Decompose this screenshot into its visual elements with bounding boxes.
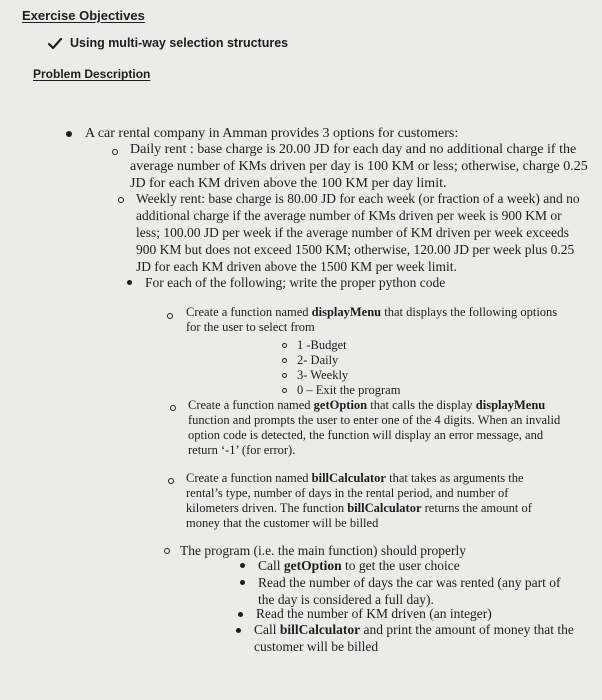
bullet-dot-icon [240,580,245,585]
bill-calc-line-4: money that the customer will be billed [186,516,379,530]
problem-title: Problem Description [33,67,151,81]
daily-line-1: Daily rent : base charge is 20.00 JD for each day and no additional charge if the [130,142,577,157]
circle-bullet-icon [282,388,287,393]
objectives-title: Exercise Objectives [22,8,145,23]
main-step-2-line-2: the day is considered a full day). [258,592,434,607]
menu-item-budget: 1 -Budget [297,338,347,352]
bullet-dot-icon [66,131,72,137]
main-step-4 [254,621,574,655]
weekly-line-2: additional charge if the average number of KMs driven per week is 900 KM or [136,208,562,223]
instruction-text: For each of the following; write the proper python code [145,275,446,290]
bill-calc-line-2: rental’s type, number of days in the rental period, and number of [186,486,509,500]
main-step-2 [258,574,561,608]
intro-text: A car rental company in Amman provides 3 options for customers: [85,126,459,141]
weekly-line-5: JD for each KM driven above the 1500 KM per week limit. [136,259,457,274]
menu-item-daily: 2- Daily [297,353,339,367]
bullet-dot-icon [127,280,132,285]
bullet-dot-icon [238,612,243,617]
circle-bullet-icon [112,149,118,155]
main-step-2-line-1: Read the number of days the car was rented (any part of [258,575,561,590]
weekly-line-4: 900 KM but does not exceed 1500 KM; otherwise, 120.00 JD per week plus 0.25 [136,242,575,257]
get-option-line-3: option code is detected, the function will display an error message, and [188,428,544,442]
circle-bullet-icon [282,343,287,348]
main-step-3: Read the number of KM driven (an integer) [256,606,492,621]
get-option-line-1: Create a function named getOption that calls the display displayMenu [188,398,546,412]
main-step-4-line-2: customer will be billed [254,639,379,654]
checkmark-icon [48,38,62,50]
bill-calc-paragraph [186,471,532,531]
menu-item-weekly: 3- Weekly [297,368,349,382]
circle-bullet-icon [282,373,287,378]
get-option-line-4: return ‘-1’ (for error). [188,443,296,457]
bullet-dot-icon [240,563,245,568]
bullet-dot-icon [236,628,241,633]
display-menu-line-1: Create a function named displayMenu that displays the following options [186,305,558,319]
daily-line-2: average number of KMs driven per day is 100 KM or less; otherwise, charge 0.25 [130,159,588,174]
objective-item: Using multi-way selection structures [70,36,289,50]
get-option-line-2: function and prompts the user to enter one of the 4 digits. When an invalid [188,413,561,427]
bill-calc-line-3: kilometers driven. The function billCalculator returns the amount of [186,501,532,515]
circle-bullet-icon [170,405,176,411]
circle-bullet-icon [164,548,170,554]
display-menu-line-2: for the user to select from [186,320,315,334]
circle-bullet-icon [167,313,173,319]
circle-bullet-icon [168,478,174,484]
menu-item-exit: 0 – Exit the program [297,383,401,397]
display-menu-paragraph [186,305,557,335]
weekly-rent-paragraph [136,190,580,275]
bill-calc-line-1: Create a function named billCalculator that takes as arguments the [186,471,524,485]
weekly-line-3: less; 100.00 JD per week if the average number of KM driven per week exceeds [136,225,569,240]
circle-bullet-icon [282,358,287,363]
daily-line-3: JD for each KM driven above the 100 KM per day limit. [130,176,447,191]
get-option-paragraph [188,398,560,458]
weekly-line-1: Weekly rent: base charge is 80.00 JD for each week (or fraction of a week) and no [136,191,580,206]
circle-bullet-icon [118,197,124,203]
main-step-4-line-1: Call billCalculator and print the amount of money that the [254,622,574,637]
main-program-text: The program (i.e. the main function) should properly [180,543,467,558]
main-step-1: Call getOption to get the user choice [258,558,460,573]
daily-rent-paragraph [130,141,588,192]
